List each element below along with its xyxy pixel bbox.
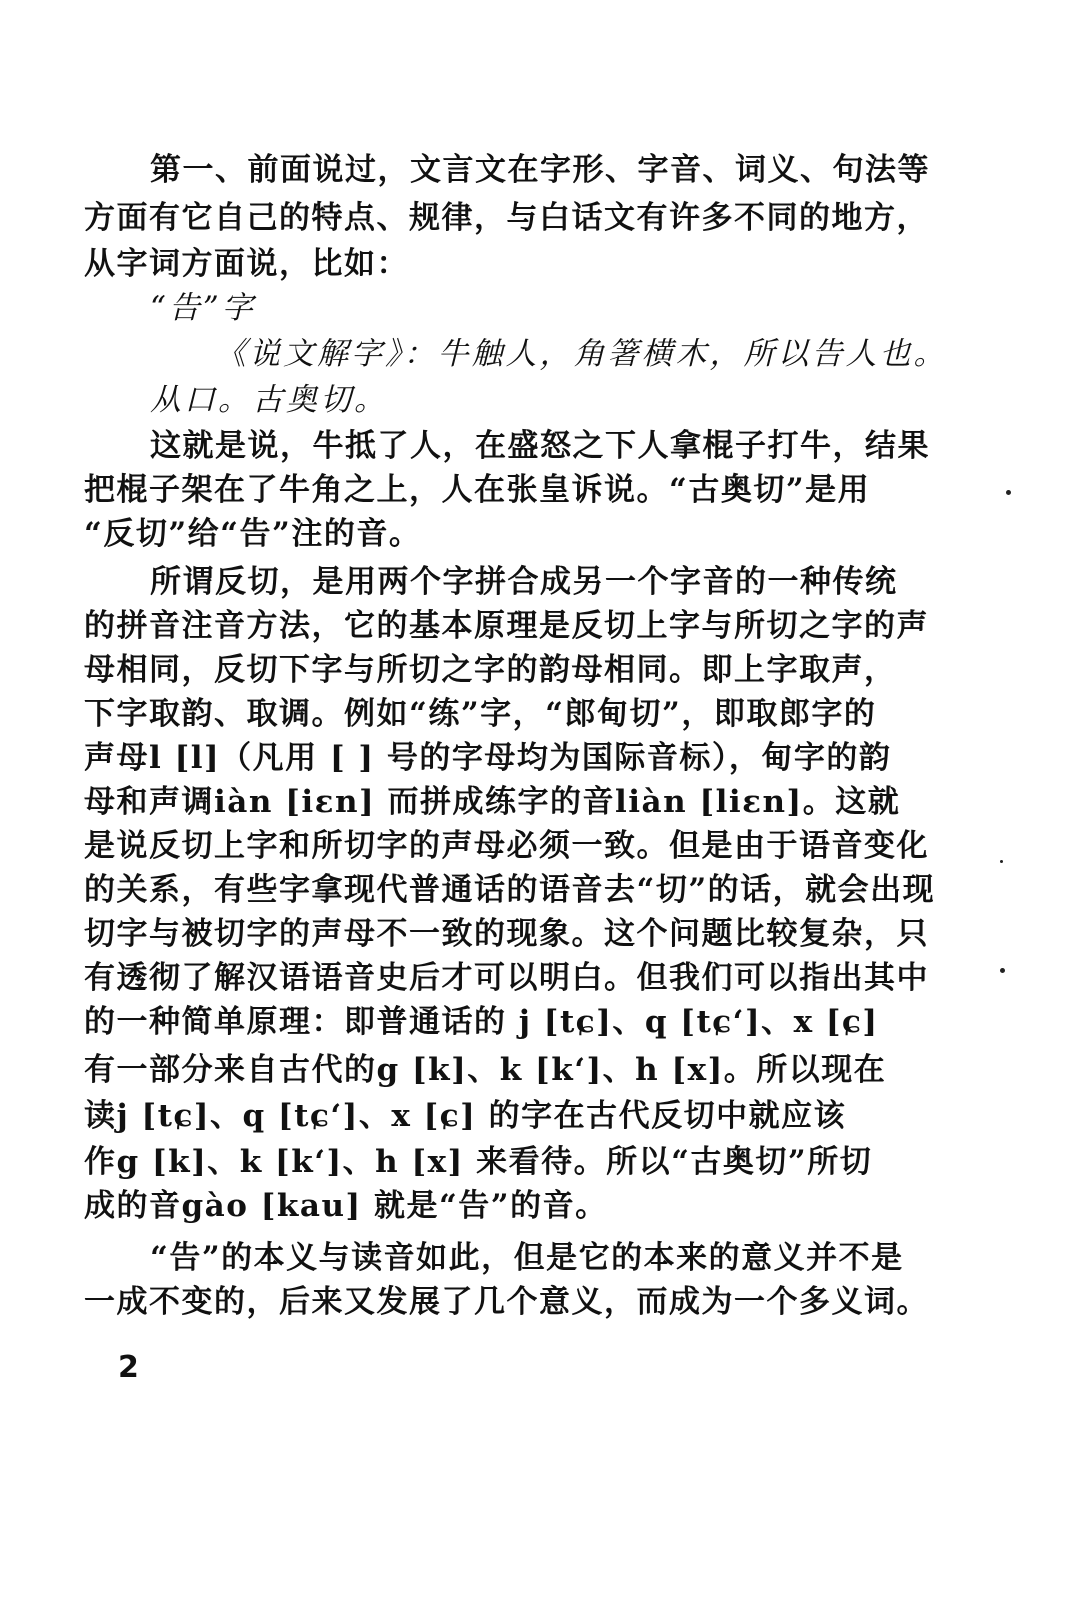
text-line-13: 下字取韵、取调。例如“练”字，“郎甸切”，即取郎字的 [84,696,877,732]
quoted-citation-line-1: 《说文解字》：牛触人，角箸横木，所以告人也。 [215,336,948,372]
page-number: 2 [118,1350,139,1385]
scan-speck [1000,860,1003,863]
text-line-17: 的关系，有些字拿现代普通话的语音去“切”的话，就会出现 [84,872,936,908]
text-line-14: 声母l [l]（凡用 [ ] 号的字母均为国际音标），甸字的韵 [84,740,892,776]
text-line-8: 把棍子架在了牛角之上，人在张皇诉说。“古奥切”是用 [84,472,871,508]
scan-speck [1006,490,1011,495]
text-line-1: 第一、前面说过，文言文在字形、字音、词义、句法等 [150,152,930,188]
text-line-19: 有透彻了解汉语语音史后才可以明白。但我们可以指出其中 [84,960,929,996]
text-line-2: 方面有它自己的特点、规律，与白话文有许多不同的地方， [84,200,929,236]
text-line-16: 是说反切上字和所切字的声母必须一致。但是由于语音变化 [84,828,929,864]
text-line-10: 所谓反切，是用两个字拼合成另一个字音的一种传统 [150,564,898,600]
text-line-18: 切字与被切字的声母不一致的现象。这个问题比较复杂，只 [84,916,929,952]
text-line-9: “反切”给“告”注的音。 [84,516,422,552]
text-line-26: 一成不变的，后来又发展了几个意义，而成为一个多义词。 [84,1284,929,1320]
text-line-24: 成的音gào [kau] 就是“告”的音。 [84,1188,608,1224]
text-line-21: 有一部分来自古代的g [k]、k [kʻ]、h [x]。所以现在 [84,1052,887,1088]
quoted-citation-line-2: 从口。古奥切。 [150,382,388,418]
text-line-22: 读j [tɕ]、q [tɕʻ]、x [ɕ] 的字在古代反切中就应该 [84,1098,847,1134]
text-line-11: 的拼音注音方法，它的基本原理是反切上字与所切之字的声 [84,608,929,644]
text-line-20: 的一种简单原理：即普通话的 j [tɕ]、q [tɕʻ]、x [ɕ] [84,1004,879,1040]
text-line-23: 作g [k]、k [kʻ]、h [x] 来看待。所以“古奥切”所切 [84,1144,873,1180]
text-line-7: 这就是说，牛抵了人，在盛怒之下人拿棍子打牛，结果 [150,428,930,464]
text-line-3: 从字词方面说，比如： [84,246,409,282]
scan-speck [1000,968,1005,973]
quoted-heading: “告”字 [150,290,256,326]
text-line-15: 母和声调iàn [iɛn] 而拼成练字的音liàn [liɛn]。这就 [84,784,901,820]
text-line-25: “告”的本义与读音如此，但是它的本来的意义并不是 [150,1240,904,1276]
text-line-12: 母相同，反切下字与所切之字的韵母相同。即上字取声， [84,652,897,688]
